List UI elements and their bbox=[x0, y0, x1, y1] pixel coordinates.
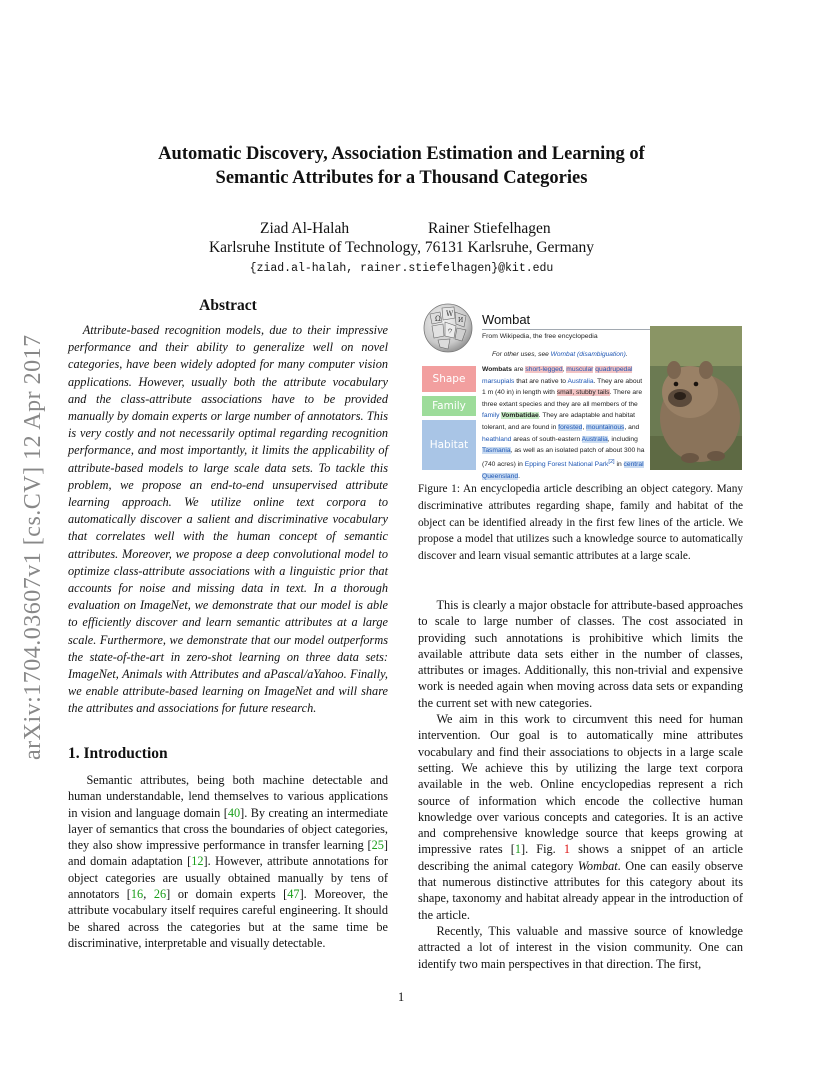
right-column-text bbox=[418, 597, 743, 972]
abstract-heading: Abstract bbox=[199, 297, 257, 314]
figure-1 bbox=[418, 300, 743, 480]
title-line-2: Semantic Attributes for a Thousand Categories bbox=[215, 168, 588, 188]
citation-link[interactable]: 26 bbox=[153, 887, 167, 902]
paper-title bbox=[100, 142, 703, 190]
svg-text:ウ: ウ bbox=[447, 328, 454, 335]
svg-text:W: W bbox=[446, 310, 454, 318]
wombat-photo bbox=[650, 326, 742, 470]
author-1: Ziad Al-Halah bbox=[260, 220, 350, 237]
author-2: Rainer Stiefelhagen bbox=[428, 220, 551, 237]
author-emails: {ziad.al-halah, rainer.stiefelhagen}@kit.edu bbox=[249, 262, 554, 275]
citation-link[interactable]: 16 bbox=[130, 887, 144, 902]
affiliation: Karlsruhe Institute of Technology, 76131 Karlsruhe, Germany bbox=[208, 239, 595, 256]
article-intro-text: Wombats are short-legged, muscular quadrupedal marsupials that are native to Australia. They are about 1 m (40 in) in length with small, stubby tails. There are three extant species and they are all members of the family Vombatidae. They are adaptable and habitat tolerant, and are found in forested, mountainous, and heathland areas of south-eastern Australia, including Tasmania, as well as an isolated patch of about 300 ha (740 acres) in Epping Forest National Park[2] in central Queensland. bbox=[482, 366, 645, 480]
abstract-text: Attribute-based recognition models, due to their impressive performance and their ability to generalize well on novel categories, have been widely adopted for many computer vision applications. However, usually both the attribute vocabulary and the class-attribute associations have to be provided manually by domain experts or large number of annotators. This is very costly and not necessarily optimal regarding recognition performance, and most importantly, it limits the applicability of attribute-based models to large scale data sets. To tackle this problem, we propose an end-to-end unsupervised attribute learning approach. We utilize online text corpora to automatically discover a salient and discriminative vocabulary that correlates well with the human concept of semantic attributes. Moreover, we propose a deep convolutional model to optimize class-attribute associations with a linguistic prior that accounts for noise and missing data in text. In a thorough evaluation on ImageNet, we demonstrate that our model is able to efficiently discover and learn semantic attributes at a large scale. Furthermore, we demonstrate that our model outperforms the state-of-the-art in zero-shot learning on three data sets: ImageNet, Animals with Attributes and aPascal/aYahoo. Finally, we enable attribute-based learning on ImageNet and will share the attributes and associations for future research. bbox=[68, 323, 388, 716]
shape-label: Shape bbox=[422, 366, 476, 392]
citation-link[interactable]: 1 bbox=[514, 842, 521, 857]
paragraph: Recently, This valuable and massive source of knowledge attracted a lot of interest in the vision community. One can identify two main perspectives in that direction. The first, bbox=[418, 923, 743, 971]
intro-heading: 1. Introduction bbox=[68, 745, 168, 762]
article-title: Wombat bbox=[482, 312, 531, 327]
svg-text:Ω: Ω bbox=[435, 315, 441, 323]
citation-link[interactable]: 25 bbox=[371, 838, 384, 853]
article-source-line: From Wikipedia, the free encyclopedia bbox=[482, 333, 598, 340]
paragraph: We aim in this work to circumvent this need for human intervention. Our goal is to automatically mine attributes vocabulary and find their associations to objects in a large scale setting. We achieve this by utilizing the large text corpora available in the web. Online encyclopedias represent a rich source of information which encode the collective human knowledge over various concepts and categories. It is an active and comprehensive knowledge source that keeps growing at impressive rates [1]. Fig. 1 shows a snippet of an article describing the animal category Wombat. One can easily observe that numerous distinctive attributes for this category about its shape, taxonomy and habitat already appear in the introduction of the article. bbox=[418, 712, 744, 922]
page-number: 1 bbox=[398, 990, 405, 1004]
svg-text:И: И bbox=[458, 317, 464, 324]
hatnote: For other uses, see Wombat (disambiguation). bbox=[492, 351, 628, 358]
arxiv-stamp: arXiv:1704.03607v1 [cs.CV] 12 Apr 2017 bbox=[20, 334, 46, 760]
figure-reference-link[interactable]: 1 bbox=[563, 842, 571, 857]
disambiguation-link[interactable]: Wombat (disambiguation) bbox=[550, 351, 626, 358]
paragraph: This is clearly a major obstacle for attribute-based approaches to scale to large number of classes. The cost associated in providing such annotations is prohibitive which limits the available attribute data sets either in the number of classes, attributes or images. Additionally, this non-trivial and expensive work is needed again when moving across data sets or expanding the current set with new categories. bbox=[418, 598, 743, 710]
citation-link[interactable]: 12 bbox=[191, 854, 204, 869]
citation-link[interactable]: 47 bbox=[287, 887, 300, 902]
intro-paragraph: Semantic attributes, being both machine detectable and human understandable, lend themselves to various applications in vision and language domain [40]. By creating an intermediate layer of semantics that cross the boundaries of object categories, they also show impressive performance in transfer learning [25] and domain adaptation [12]. However, attribute annotations for object categories are usually obtained manually by tens of annotators [16, 26] or domain experts [47]. Moreover, the attribute vocabulary itself requires careful engineering. It should be shared across the categories but at the same time be discriminative, interpretable and visually detectable. bbox=[68, 773, 388, 950]
figure-1-caption: Figure 1: An encyclopedia article describing an object category. Many discriminative attributes regarding shape, family and habitat of the object can be identified already in the first few lines of the article. We propose a model that utilizes such a knowledge source to automatically discover and learn visual semantic attributes at a large scale. bbox=[418, 483, 743, 563]
citation-link[interactable]: 40 bbox=[227, 805, 241, 820]
title-line-1: Automatic Discovery, Association Estimation and Learning of bbox=[158, 144, 645, 164]
wikipedia-globe-icon bbox=[418, 300, 478, 356]
title-divider bbox=[482, 329, 652, 330]
habitat-label: Habitat bbox=[422, 420, 476, 470]
family-label: Family bbox=[422, 396, 476, 416]
